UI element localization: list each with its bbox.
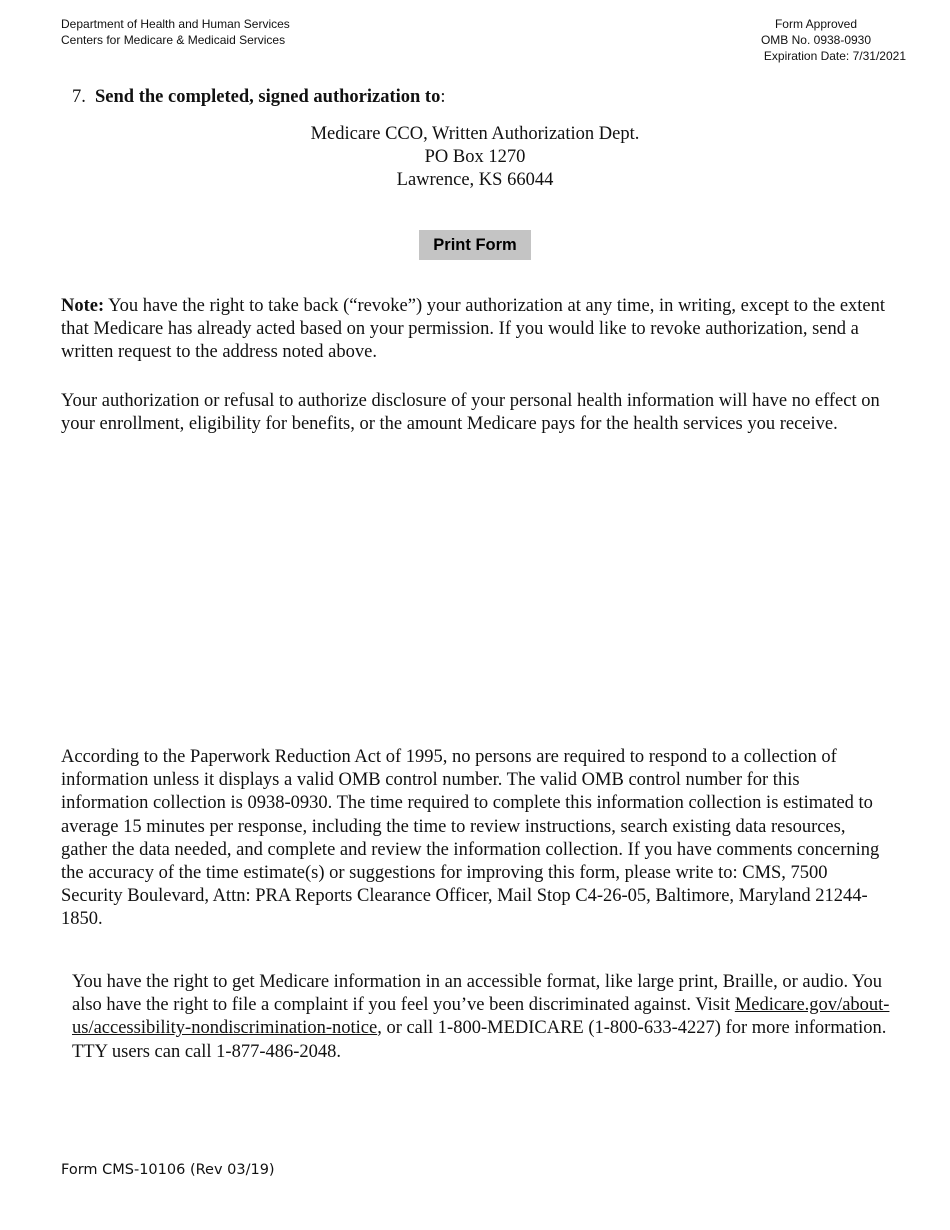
section-heading-text: Send the completed, signed authorization to [95, 87, 441, 107]
accessibility-text-after: , or call 1-800-MEDICARE (1-800-633-4227) for more information. TTY users can call 1-877-486-2048. [72, 1018, 887, 1062]
address-line-3: Lawrence, KS 66044 [396, 170, 554, 191]
agency-line-1: Department of Health and Human Services [61, 17, 290, 31]
section-heading-colon: : [440, 87, 446, 107]
mailing-address [0, 123, 950, 193]
address-line-2: PO Box 1270 [424, 147, 526, 168]
section-7-heading [72, 86, 892, 109]
print-form-button[interactable]: Print Form [419, 230, 531, 260]
form-approved: Form Approved [774, 17, 858, 31]
agency-line-2: Centers for Medicare & Medicaid Services [61, 33, 286, 47]
form-footer-id: Form CMS-10106 (Rev 03/19) [61, 1162, 275, 1178]
note-text: You have the right to take back (“revoke”) your authorization at any time, in writing, except to the extent that Medicare has already acted based on your permission. If you would like to revoke authorization, send a written request to the address noted above. [61, 296, 886, 363]
accessibility-link[interactable]: Medicare.gov/about-us/accessibility-nondiscrimination-notice [72, 995, 890, 1039]
accessibility-text-before: You have the right to get Medicare information in an accessible format, like large print, Braille, or audio. You also have the right to file a complaint if you feel you’ve been discriminated against. Visit [72, 972, 883, 1016]
expiration-date: Expiration Date: 7/31/2021 [763, 49, 906, 63]
omb-header [726, 16, 906, 64]
section-number: 7. [72, 87, 86, 107]
effect-paragraph: Your authorization or refusal to authorize disclosure of your personal health information will have no effect on your enrollment, eligibility for benefits, or the amount Medicare pays for the health services you receive. [61, 391, 880, 435]
paperwork-reduction-paragraph: According to the Paperwork Reduction Act of 1995, no persons are required to respond to a collection of information unless it displays a valid OMB control number. The valid OMB control number for this information collection is 0938-0930. The time required to complete this information collection is estimated to average 15 minutes per response, including the time to review instructions, search existing data resources, gather the data needed, and complete and review the information collection. If you have comments concerning the accuracy of the time estimate(s) or suggestions for improving this form, please write to: CMS, 7500 Security Boulevard, Attn: PRA Reports Clearance Officer, Mail Stop C4-26-05, Baltimore, Maryland 21244-1850. [61, 747, 880, 930]
address-line-1: Medicare CCO, Written Authorization Dept. [310, 124, 640, 144]
agency-header [61, 16, 290, 48]
revoke-note [61, 295, 891, 365]
accessibility-paragraph [72, 971, 892, 1064]
note-label: Note: [61, 296, 105, 316]
omb-number: OMB No. 0938-0930 [760, 33, 872, 47]
